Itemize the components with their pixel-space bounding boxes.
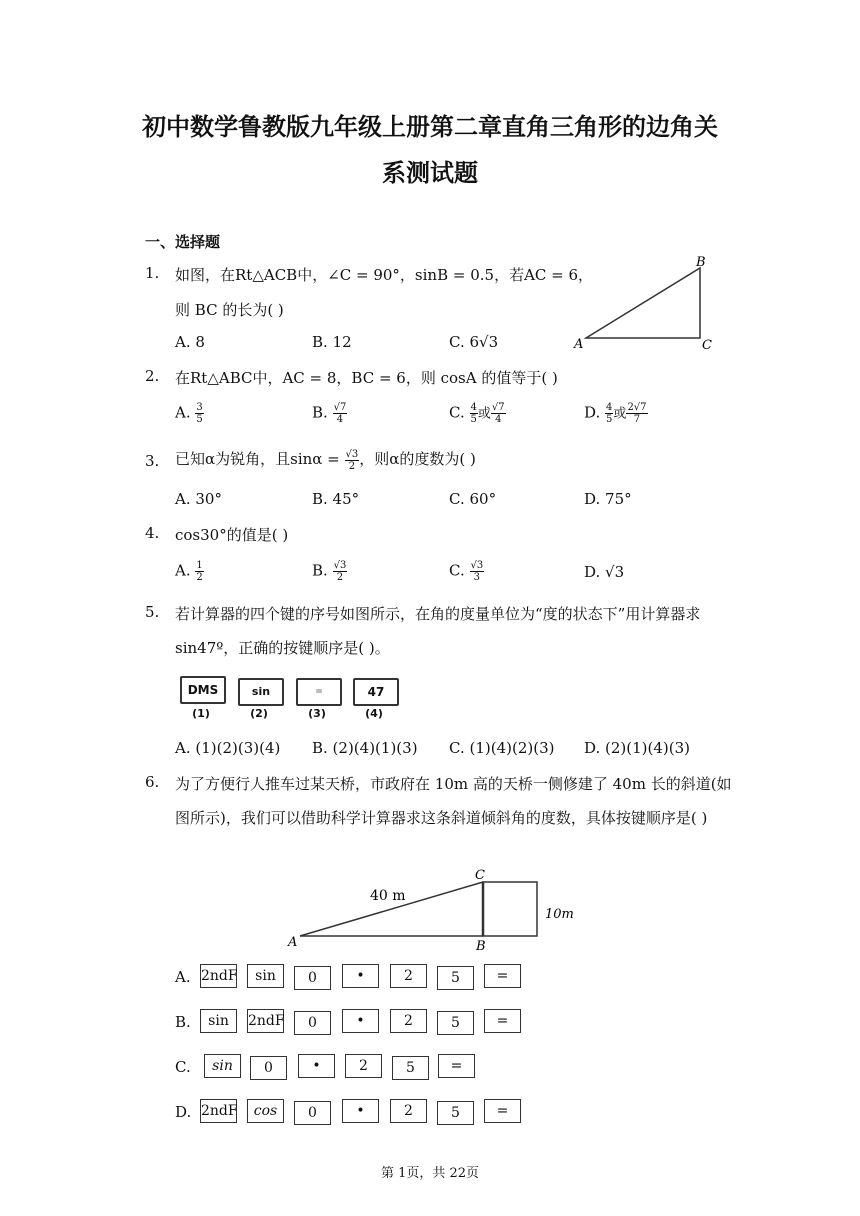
question-4-option-c: C. $\frac{√3}{3}$	[449, 560, 484, 583]
question-2-option-d: D. $\frac{4}{5}$ 或 $\frac{2√7}{7}$	[584, 402, 647, 425]
question-3-option-c: C. 60°	[449, 490, 497, 508]
option-a-key-sin: sin	[247, 964, 284, 988]
question-1-number: 1.	[145, 264, 160, 282]
vertex-b-label: B	[696, 255, 706, 270]
triangle-acb	[586, 268, 700, 338]
calculator-key-sin-caption: (2)	[250, 707, 268, 720]
question-1-triangle-figure	[570, 252, 720, 352]
page-title-line1: 初中数学鲁教版九年级上册第二章直角三角形的边角关	[142, 113, 718, 141]
question-5-option-d: D. (2)(1)(4)(3)	[584, 739, 691, 757]
option-d-key-2ndf: 2ndF	[200, 1099, 237, 1123]
question-4-option-b: B. $\frac{√3}{2}$	[312, 560, 347, 583]
question-5-text-line1: 若计算器的四个键的序号如图所示，在角的度量单位为“度的状态下”用计算器求	[175, 605, 701, 623]
height-label: 10m	[545, 907, 574, 922]
section-label: 一、选择题	[145, 233, 221, 251]
option-b-key-2ndf: 2ndF	[247, 1009, 284, 1033]
vertex-a-label: A	[574, 337, 584, 352]
question-6-text-line1: 为了方便行人推车过某天桥，市政府在 10m 高的天桥一侧修建了 40m 长的斜道(如	[175, 775, 732, 793]
question-6-option-c-prefix: C.	[175, 1058, 191, 1076]
question-6-text-line2: 图所示)，我们可以借助科学计算器求这条斜道倾斜角的度数，具体按键顺序是( )	[175, 809, 708, 827]
question-2-option-b: B. $\frac{√7}{4}$	[312, 402, 347, 425]
option-b-key-sin: sin	[200, 1009, 237, 1033]
question-3-option-d: D. 75°	[584, 490, 632, 508]
option-d-key-0: 0	[294, 1101, 331, 1125]
option-d-key-2: 2	[390, 1099, 427, 1123]
question-6-bridge-figure	[285, 862, 585, 954]
option-b-key-dot: •	[342, 1009, 379, 1033]
option-c-key-5: 5	[392, 1056, 429, 1080]
question-5-text-line2: sin47º，正确的按键顺序是( )。	[175, 639, 390, 657]
vertex-a-label: A	[288, 935, 298, 950]
vertex-c-label: C	[702, 338, 712, 352]
question-4-option-d: D. √3	[584, 563, 625, 581]
calculator-key-equals-caption: (3)	[308, 707, 326, 720]
page-title-line2: 系测试题	[382, 159, 478, 187]
option-b-key-2: 2	[390, 1009, 427, 1033]
option-a-key-2ndf: 2ndF	[200, 964, 237, 988]
calculator-key-dms-caption: (1)	[192, 707, 210, 720]
question-5-number: 5.	[145, 603, 160, 621]
option-a-key-2: 2	[390, 964, 427, 988]
option-a-key-equals: =	[484, 964, 521, 988]
option-c-key-sin: sin	[204, 1054, 241, 1078]
question-5-option-c: C. (1)(4)(2)(3)	[449, 739, 555, 757]
option-c-key-2: 2	[345, 1054, 382, 1078]
question-4-option-a: A. $\frac{1}{2}$	[175, 560, 203, 583]
calculator-key-47-caption: (4)	[365, 707, 383, 720]
option-d-key-5: 5	[437, 1101, 474, 1125]
page-footer: 第 1页，共 22页	[380, 1166, 480, 1181]
calculator-key-47: 47	[353, 678, 399, 706]
question-3-number: 3.	[145, 452, 160, 470]
calculator-key-sin: sin	[238, 678, 284, 706]
bridge-box	[483, 882, 537, 936]
option-a-key-0: 0	[294, 966, 331, 990]
option-d-key-cos: cos	[247, 1099, 284, 1123]
question-1-option-c: C. 6√3	[449, 333, 499, 351]
slope-length-label: 40 m	[370, 888, 406, 904]
option-c-key-dot: •	[298, 1054, 335, 1078]
question-4-text: cos30°的值是( )	[175, 526, 289, 544]
question-6-option-b-prefix: B.	[175, 1013, 191, 1031]
question-3-text: 已知α为锐角，且sinα = $\frac{√3}{2}$ ，则α的度数为( )	[175, 448, 476, 472]
option-c-key-equals: =	[438, 1054, 475, 1078]
option-a-key-dot: •	[342, 964, 379, 988]
question-6-option-d-prefix: D.	[175, 1103, 192, 1121]
option-b-key-equals: =	[484, 1009, 521, 1033]
calculator-key-dms: DMS	[180, 676, 226, 704]
option-a-key-5: 5	[437, 966, 474, 990]
calculator-key-equals: =	[296, 678, 342, 706]
option-d-key-dot: •	[342, 1099, 379, 1123]
question-4-number: 4.	[145, 524, 160, 542]
question-2-number: 2.	[145, 367, 160, 385]
question-1-text-line1: 如图，在Rt△ACB中，∠C = 90°，sinB = 0.5，若AC = 6，	[175, 266, 594, 284]
vertex-b-label: B	[476, 939, 486, 954]
question-1-option-b: B. 12	[312, 333, 352, 351]
option-d-key-equals: =	[484, 1099, 521, 1123]
question-3-option-a: A. 30°	[175, 490, 222, 508]
option-b-key-5: 5	[437, 1011, 474, 1035]
question-2-option-c: C. $\frac{4}{5}$ 或 $\frac{√7}{4}$	[449, 402, 505, 425]
question-5-option-b: B. (2)(4)(1)(3)	[312, 739, 418, 757]
question-6-number: 6.	[145, 773, 160, 791]
option-c-key-0: 0	[250, 1056, 287, 1080]
question-6-option-a-prefix: A.	[175, 968, 191, 986]
question-1-text-line2: 则 BC 的长为( )	[175, 301, 284, 319]
vertex-c-label: C	[475, 868, 485, 883]
option-b-key-0: 0	[294, 1011, 331, 1035]
question-5-option-a: A. (1)(2)(3)(4)	[175, 739, 281, 757]
question-1-option-a: A. 8	[175, 333, 205, 351]
question-3-option-b: B. 45°	[312, 490, 360, 508]
question-2-option-a: A. $\frac{3}{5}$	[175, 402, 203, 425]
question-2-text: 在Rt△ABC中，AC = 8，BC = 6，则 cosA 的值等于( )	[175, 369, 558, 387]
